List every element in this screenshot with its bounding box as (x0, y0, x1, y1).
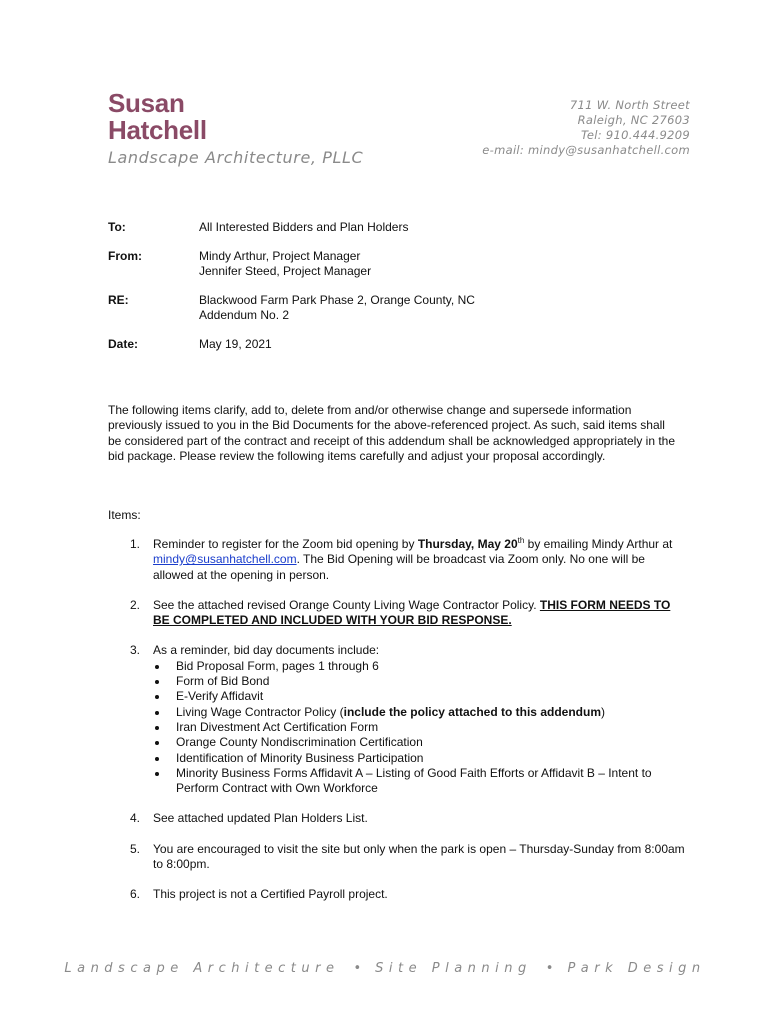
items-heading: Items: (108, 508, 141, 522)
bullet-item: Iran Divestment Act Certification Form (153, 720, 688, 735)
company-name-line1: Susan (108, 88, 185, 118)
address-city: Raleigh, NC 27603 (577, 113, 690, 127)
memo-from-line2: Jennifer Steed, Project Manager (199, 264, 372, 278)
memo-to-value: All Interested Bidders and Plan Holders (199, 220, 409, 234)
item-number: 6. (130, 887, 141, 902)
item-number: 3. (130, 643, 141, 658)
item-number: 5. (130, 841, 141, 856)
address-phone: Tel: 910.444.9209 (581, 128, 690, 142)
memo-re-row (108, 293, 475, 323)
memo-to-label: To: (108, 220, 126, 234)
memo-date-label: Date: (108, 337, 139, 351)
letterhead-footer (0, 961, 770, 976)
bullet-item: Minority Business Forms Affidavit A – Listing of Good Faith Efforts or Affidavit B – Intent to Perform Contract with Own Workforce (153, 766, 688, 797)
list-item (108, 598, 688, 629)
address-email: e-mail: mindy@susanhatchell.com (482, 143, 690, 157)
letterhead-brand (108, 90, 363, 167)
memo-from-row (108, 249, 475, 279)
item-text: This project is not a Certified Payroll project. (153, 887, 388, 902)
item-text: As a reminder, bid day documents include: (153, 643, 380, 658)
item-number: 2. (130, 597, 141, 612)
item-text: See attached updated Plan Holders List. (153, 811, 368, 826)
item-text: See the attached revised Orange County Living Wage Contractor Policy. THIS FORM NEEDS TO BE COMPLETED AND INCLUDED WITH YOUR BID RESPONSE. (153, 597, 671, 628)
bullet-item: E-Verify Affidavit (153, 689, 688, 704)
memo-re-line2: Addendum No. 2 (199, 308, 290, 322)
items-list (108, 537, 688, 918)
memo-header (108, 220, 475, 366)
email-link[interactable]: mindy@susanhatchell.com (153, 552, 297, 567)
list-item (108, 811, 688, 826)
memo-from-line1: Mindy Arthur, Project Manager (199, 249, 361, 263)
memo-date-row (108, 337, 475, 352)
footer-separator: • (545, 961, 554, 976)
bullet-item: Living Wage Contractor Policy (include the policy attached to this addendum) (153, 705, 688, 720)
bullet-item: Identification of Minority Business Participation (153, 751, 688, 766)
company-subtitle: Landscape Architecture, PLLC (108, 148, 364, 167)
intro-paragraph: The following items clarify, add to, delete from and/or otherwise change and supersede information previously issued to you in the Bid Documents for the above-referenced project. As such, said items shall be considered part of the contract and receipt of this addendum shall be acknowledged appropriately in the bid package. Please review the following items carefully and adjust your proposal accordingly. (108, 403, 676, 463)
footer-park-design: Park Design (567, 961, 706, 976)
company-address (482, 98, 690, 158)
bullet-item: Form of Bid Bond (153, 674, 688, 689)
item-number: 4. (130, 811, 141, 826)
memo-from-label: From: (108, 249, 142, 263)
footer-site-planning: Site Planning (375, 961, 532, 976)
memo-re-line1: Blackwood Farm Park Phase 2, Orange County, NC (199, 293, 475, 307)
list-item (108, 842, 688, 873)
item-text: Reminder to register for the Zoom bid opening by Thursday, May 20th by emailing Mindy Arthur at mindy@susanhatchell.com. The Bid Opening will be broadcast via Zoom only. No one will be allowed at the opening in person. (153, 536, 673, 582)
list-item (108, 643, 688, 796)
company-name-line2: Hatchell (108, 115, 207, 145)
list-item (108, 887, 688, 902)
footer-separator: • (353, 961, 362, 976)
list-item (108, 537, 688, 583)
bid-documents-list (153, 659, 688, 797)
address-street: 711 W. North Street (569, 98, 690, 112)
footer-landscape: Landscape Architecture (64, 961, 340, 976)
bullet-item: Orange County Nondiscrimination Certification (153, 735, 688, 750)
item-text: You are encouraged to visit the site but only when the park is open – Thursday-Sunday from 8:00am to 8:00pm. (153, 841, 685, 872)
memo-date-value: May 19, 2021 (199, 337, 272, 351)
memo-to-row (108, 220, 475, 235)
memo-re-label: RE: (108, 293, 129, 307)
item-number: 1. (130, 537, 141, 551)
bullet-item: Bid Proposal Form, pages 1 through 6 (153, 659, 688, 674)
